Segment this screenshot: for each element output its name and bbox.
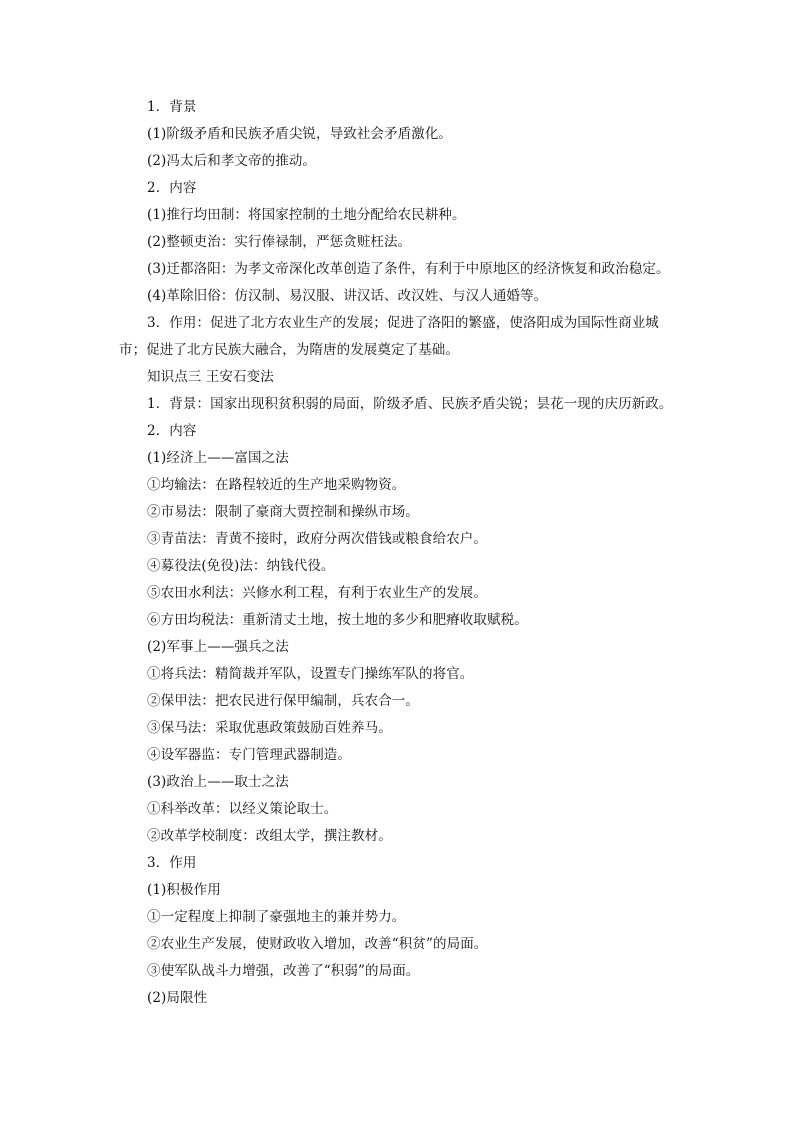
document-body — [119, 94, 679, 1012]
positive-item-3: ③使军队战斗力增强，改善了“积弱”的局面。 — [147, 963, 420, 979]
military-item-3: ③保马法：采取优惠政策鼓励百姓养马。 — [147, 720, 392, 736]
positive-heading: (1)积极作用 — [147, 882, 221, 898]
background-item-2: (2)冯太后和孝文帝的推动。 — [147, 153, 317, 169]
economy-item-5: ⑤农田水利法：兴修水利工程，有利于农业生产的发展。 — [147, 585, 487, 601]
content-heading: 2．内容 — [147, 180, 197, 196]
background-item-1: (1)阶级矛盾和民族矛盾尖锐，导致社会矛盾激化。 — [147, 126, 453, 142]
military-heading: (2)军事上——强兵之法 — [147, 639, 289, 655]
economy-item-1: ①均输法：在路程较近的生产地采购物资。 — [147, 477, 406, 493]
limitation-heading: (2)局限性 — [147, 990, 208, 1006]
wang-content-heading: 2．内容 — [147, 423, 197, 439]
military-item-4: ④设军器监：专门管理武器制造。 — [147, 747, 351, 763]
content-item-4: (4)革除旧俗：仿汉制、易汉服、讲汉话、改汉姓、与汉人通婚等。 — [147, 288, 548, 304]
economy-item-6: ⑥方田均税法：重新清丈土地，按土地的多少和肥瘠收取赋税。 — [147, 612, 528, 628]
economy-item-4: ④募役法(免役)法：纳钱代役。 — [147, 558, 335, 574]
content-item-2: (2)整顿吏治：实行俸禄制，严惩贪赃枉法。 — [147, 234, 412, 250]
wang-background: 1．背景：国家出现积贫积弱的局面，阶级矛盾、民族矛盾尖锐；昙花一现的庆历新政。 — [147, 396, 673, 412]
content-item-3: (3)迁都洛阳：为孝文帝深化改革创造了条件，有利于中原地区的经济恢复和政治稳定。 — [147, 261, 670, 277]
economy-heading: (1)经济上——富国之法 — [147, 450, 289, 466]
wang-effect-heading: 3．作用 — [147, 855, 197, 871]
positive-item-1: ①一定程度上抑制了豪强地主的兼并势力。 — [147, 909, 406, 925]
knowledge-point-3-title: 知识点三 王安石变法 — [147, 369, 274, 385]
economy-item-3: ③青苗法：青黄不接时，政府分两次借钱或粮食给农户。 — [147, 531, 487, 547]
military-item-1: ①将兵法：精简裁并军队，设置专门操练军队的将官。 — [147, 666, 474, 682]
content-item-1: (1)推行均田制：将国家控制的土地分配给农民耕种。 — [147, 207, 466, 223]
positive-item-2: ②农业生产发展，使财政收入增加，改善“积贫”的局面。 — [147, 936, 488, 952]
politics-item-2: ②改革学校制度：改组太学，撰注教材。 — [147, 828, 392, 844]
politics-heading: (3)政治上——取士之法 — [147, 774, 289, 790]
background-heading: 1．背景 — [147, 99, 197, 115]
politics-item-1: ①科举改革：以经义策论取士。 — [147, 801, 338, 817]
effect-paragraph: 3．作用：促进了北方农业生产的发展；促进了洛阳的繁盛，使洛阳成为国际性商业城市；促进了北方民族大融合，为隋唐的发展奠定了基础。 — [119, 315, 659, 358]
military-item-2: ②保甲法：把农民进行保甲编制，兵农合一。 — [147, 693, 419, 709]
economy-item-2: ②市易法：限制了豪商大贾控制和操纵市场。 — [147, 504, 419, 520]
